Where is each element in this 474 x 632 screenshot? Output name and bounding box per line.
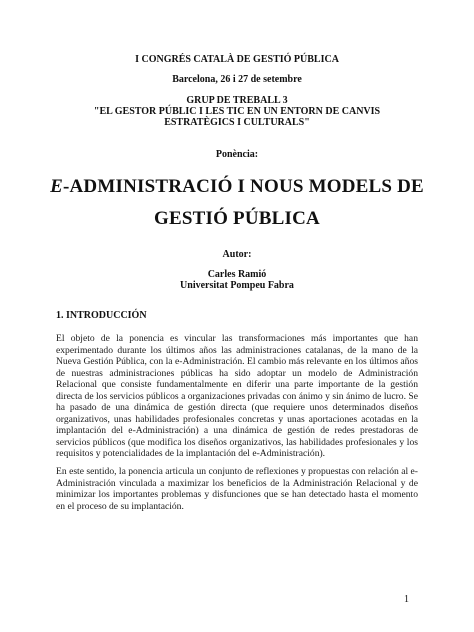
author-label: Autor: — [222, 249, 252, 260]
paragraph-2: En este sentido, la ponencia articula un conjunto de reflexiones y propuestas con relación al e-Administración vinculada a maximizar los beneficios de la Administración Relacional y de minimizar los importantes problemas y disfunciones que se han detectado hasta el momento en el proceso de su implantación. — [56, 466, 418, 512]
title-prefix: E — [50, 176, 63, 197]
author-affiliation: Universitat Pompeu Fabra — [180, 280, 294, 291]
page-number: 1 — [404, 594, 409, 605]
paragraph-1: El objeto de la ponencia es vincular las transformaciones más importantes que han experimentado durante los últimos años las administraciones catalanas, de la mano de la Nueva Gestión Pública, con la e-Administración. El cambio más relevante en los últimos años de nuestras administraciones públicas ha sido adoptar un modelo de Administración Relacional que consiste fundamentalmente en diferir una parte importante de la gestión directa de los servicios públicos a organizaciones privadas con ánimo y sin ánimo de lucro. Se ha pasado de una dinámica de gestión directa (que requiere unos determinados diseños organizativos, unas habilidades profesionales concretas y unas aportaciones acotadas en la implantación del e-Administración) a una dinámica de gestión de redes prestadoras de servicios públicos (que modifica los diseños organizativos, las habilidades profesionales y los requisitos y potencialidades de la implantación del e-Administración). — [56, 333, 418, 460]
congress-name: I CONGRÉS CATALÀ DE GESTIÓ PÚBLICA — [135, 54, 339, 65]
ponencia-label: Ponència: — [215, 149, 259, 160]
place-date: Barcelona, 26 i 27 de setembre — [172, 74, 302, 85]
paper-title-line1 — [0, 176, 474, 198]
author-name: Carles Ramió — [207, 269, 267, 280]
working-group: GRUP DE TREBALL 3 — [186, 95, 288, 106]
working-group-title-line2: ESTRATÈGICS I CULTURALS" — [164, 117, 310, 128]
paper-title-line2: GESTIÓ PÚBLICA — [154, 208, 320, 229]
working-group-title-line1: "EL GESTOR PÚBLIC I LES TIC EN UN ENTORN DE CANVIS — [93, 106, 381, 117]
title-line1-rest: -ADMINISTRACIÓ I NOUS MODELS DE — [62, 176, 424, 197]
section-heading: 1. INTRODUCCIÓN — [56, 310, 147, 321]
